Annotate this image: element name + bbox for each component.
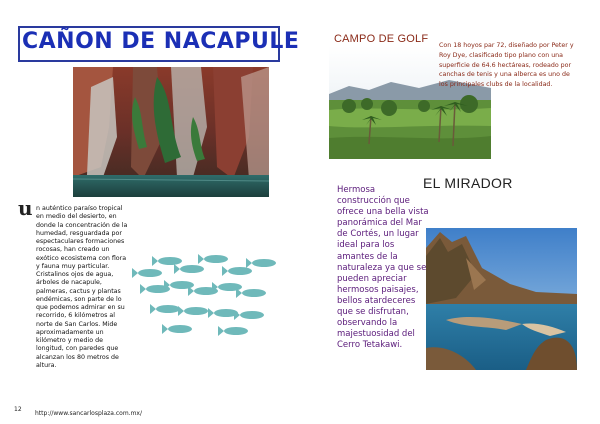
fish-school-image (128, 238, 282, 342)
mirador-coast-photo (426, 228, 577, 370)
drop-cap: u (18, 196, 33, 220)
page-title: CAÑON DE NACAPULE (22, 29, 300, 54)
mirador-section-title: EL MIRADOR (423, 175, 513, 191)
mirador-description: Hermosa construcción que ofrece una bella vista panorámica del Mar de Cortés, un lugar ideal para los amantes de la naturaleza ya que se pueden apreciar hermosos paisajes, bellos atardeceres que se disfrutan, observando la majestuosidad del Cerro Tetakawi. (337, 185, 429, 351)
body-text: n auténtico paraíso tropical en medio del desierto, en donde la concentración de la humedad, resguardada por espectaculares formaciones rocosas, han creado un exótico ecosistema con flora y fauna muy particular. Cristalinos ojos de agua, árboles de nacapule, palmeras, cactus y plantas endémicas, son parte de lo que podemos admirar en su recorrido, 6 kilómetros al norte de San Carlos. Mide aproximadamente un kilómetro y medio de longitud, con paredes que alcanzan los 80 metros de altura. (36, 205, 128, 369)
golf-section-title: CAMPO DE GOLF (334, 33, 429, 45)
golf-description: Con 18 hoyos par 72, diseñado por Peter y Roy Dye, clasificado tipo plano con una superficie de 64.6 hectáreas, rodeado por canchas de tenis y una alberca es uno de los principales clubs de la localidad. (439, 42, 574, 89)
footer-url[interactable]: http://www.sancarlosplaza.com.mx/ (35, 410, 142, 417)
canyon-photo (73, 67, 269, 197)
page-number: 12 (14, 406, 22, 413)
